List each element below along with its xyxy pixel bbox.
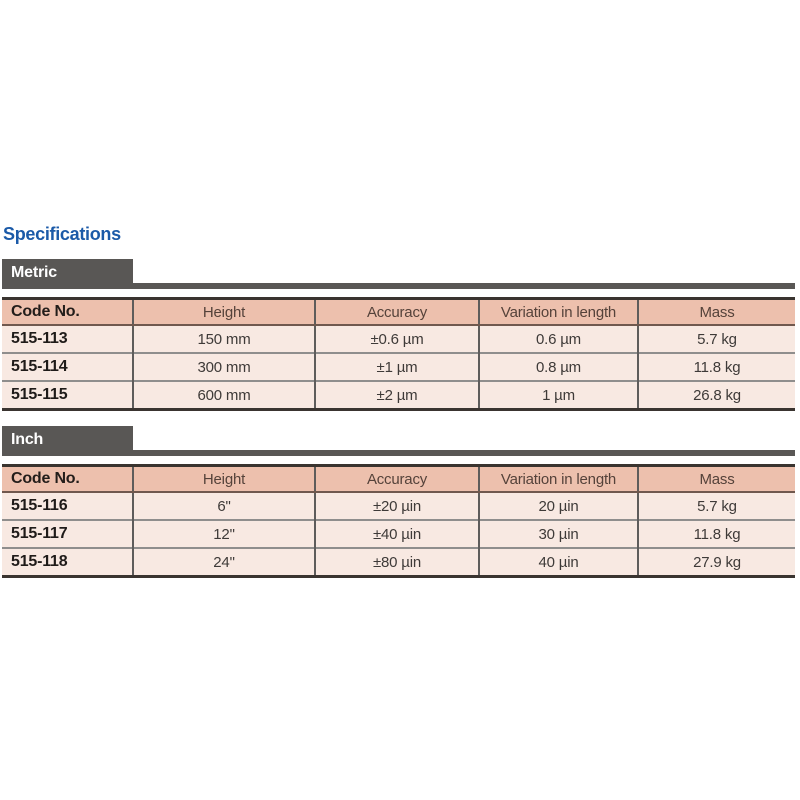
cell-code-no: 515-113 bbox=[2, 325, 133, 353]
section-bar-inch bbox=[2, 426, 795, 456]
column-header-accuracy: Accuracy bbox=[315, 466, 479, 493]
cell-mass: 5.7 kg bbox=[638, 325, 795, 353]
section-bar-metric bbox=[2, 259, 795, 289]
column-header-code-no: Code No. bbox=[2, 466, 133, 493]
column-header-mass: Mass bbox=[638, 299, 795, 326]
table-row bbox=[2, 548, 795, 577]
cell-height: 600 mm bbox=[133, 381, 315, 410]
cell-code-no: 515-117 bbox=[2, 520, 133, 548]
column-header-height: Height bbox=[133, 466, 315, 493]
cell-code-no: 515-118 bbox=[2, 548, 133, 577]
page-title: Specifications bbox=[3, 224, 121, 244]
cell-variation: 0.8 µm bbox=[479, 353, 638, 381]
cell-accuracy: ±40 µin bbox=[315, 520, 479, 548]
section-label-metric: Metric bbox=[2, 259, 133, 289]
column-header-variation: Variation in length bbox=[479, 299, 638, 326]
cell-mass: 5.7 kg bbox=[638, 492, 795, 520]
column-header-code-no: Code No. bbox=[2, 299, 133, 326]
table-header-row bbox=[2, 299, 795, 326]
cell-variation: 20 µin bbox=[479, 492, 638, 520]
table-header-row bbox=[2, 466, 795, 493]
cell-height: 6" bbox=[133, 492, 315, 520]
spec-table-inch bbox=[2, 464, 795, 578]
table-row bbox=[2, 381, 795, 410]
cell-variation: 0.6 µm bbox=[479, 325, 638, 353]
cell-variation: 30 µin bbox=[479, 520, 638, 548]
cell-mass: 11.8 kg bbox=[638, 520, 795, 548]
table-row bbox=[2, 492, 795, 520]
column-header-variation: Variation in length bbox=[479, 466, 638, 493]
cell-accuracy: ±80 µin bbox=[315, 548, 479, 577]
cell-code-no: 515-116 bbox=[2, 492, 133, 520]
table-row bbox=[2, 325, 795, 353]
column-header-mass: Mass bbox=[638, 466, 795, 493]
cell-accuracy: ±20 µin bbox=[315, 492, 479, 520]
cell-mass: 26.8 kg bbox=[638, 381, 795, 410]
cell-accuracy: ±0.6 µm bbox=[315, 325, 479, 353]
cell-code-no: 515-115 bbox=[2, 381, 133, 410]
cell-accuracy: ±1 µm bbox=[315, 353, 479, 381]
column-header-accuracy: Accuracy bbox=[315, 299, 479, 326]
cell-code-no: 515-114 bbox=[2, 353, 133, 381]
cell-variation: 40 µin bbox=[479, 548, 638, 577]
cell-height: 300 mm bbox=[133, 353, 315, 381]
table-row bbox=[2, 520, 795, 548]
table-row bbox=[2, 353, 795, 381]
cell-height: 150 mm bbox=[133, 325, 315, 353]
column-header-height: Height bbox=[133, 299, 315, 326]
spec-table-metric bbox=[2, 297, 795, 411]
cell-accuracy: ±2 µm bbox=[315, 381, 479, 410]
cell-height: 24" bbox=[133, 548, 315, 577]
cell-mass: 11.8 kg bbox=[638, 353, 795, 381]
cell-variation: 1 µm bbox=[479, 381, 638, 410]
cell-height: 12" bbox=[133, 520, 315, 548]
section-label-inch: Inch bbox=[2, 426, 133, 456]
cell-mass: 27.9 kg bbox=[638, 548, 795, 577]
